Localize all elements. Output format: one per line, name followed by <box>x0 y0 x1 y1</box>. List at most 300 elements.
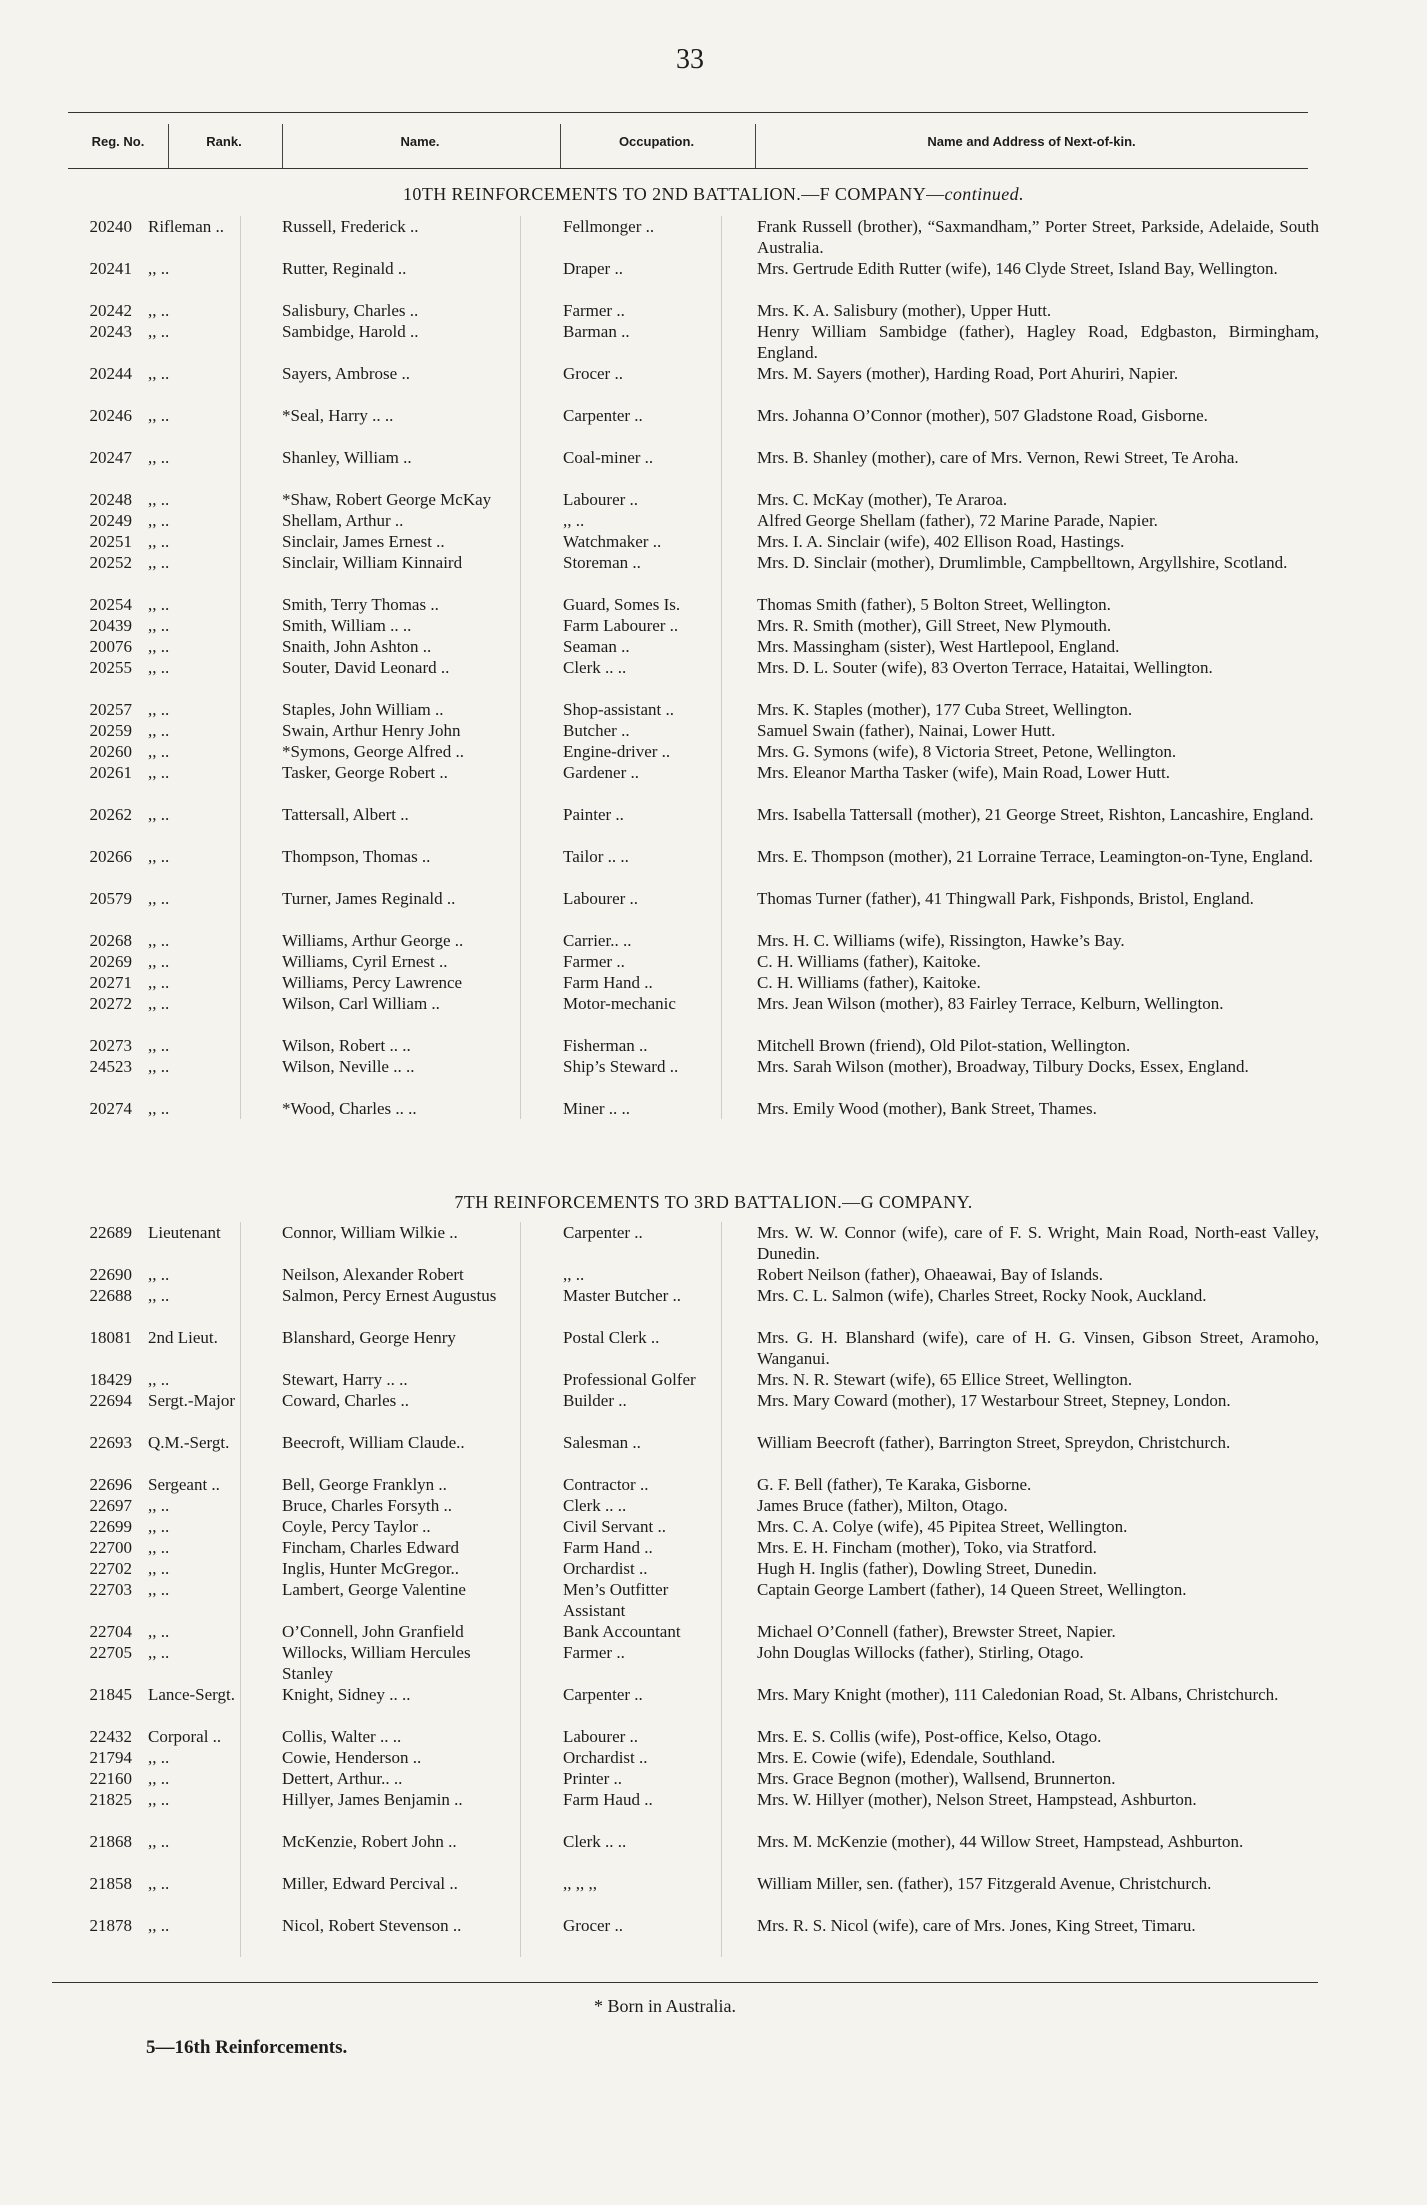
table-row <box>0 636 1427 657</box>
occupation-cell: Contractor .. <box>563 1475 649 1494</box>
reg-number: 22696 <box>89 1475 132 1494</box>
table-row <box>0 951 1427 972</box>
next-of-kin-cell: Frank Russell (brother), “Saxmandham,” Porter Street, Parkside, Adelaide, South Australia. <box>757 217 1319 257</box>
rank-cell: ,, .. <box>148 1874 170 1893</box>
occupation-cell: Bank Accountant <box>563 1622 681 1641</box>
table-row <box>0 1558 1427 1579</box>
table-row <box>0 1495 1427 1516</box>
reg-number: 21858 <box>89 1874 132 1893</box>
section-title-g-company <box>0 1192 1427 1213</box>
table-row <box>0 510 1427 531</box>
reg-number: 20274 <box>89 1099 132 1118</box>
next-of-kin-cell: G. F. Bell (father), Te Karaka, Gisborne. <box>757 1475 1032 1494</box>
rank-cell: ,, .. <box>148 1769 170 1788</box>
occupation-cell: Grocer .. <box>563 364 623 383</box>
rank-cell: Q.M.-Sergt. <box>148 1433 230 1452</box>
occupation-cell: Orchardist .. <box>563 1559 648 1578</box>
reg-number: 20260 <box>89 742 132 761</box>
table-row <box>0 1285 1427 1327</box>
rank-cell: ,, .. <box>148 1916 170 1935</box>
occupation-cell: Farmer .. <box>563 1643 625 1662</box>
name-cell: Smith, Terry Thomas .. <box>282 595 439 614</box>
name-cell: Knight, Sidney .. .. <box>282 1685 411 1704</box>
next-of-kin-cell: Thomas Turner (father), 41 Thingwall Park, Fishponds, Bristol, England. <box>757 889 1254 908</box>
header-name: Name. <box>400 134 440 149</box>
header-divider <box>755 124 756 168</box>
rank-cell: ,, .. <box>148 259 170 278</box>
occupation-cell: Salesman .. <box>563 1433 641 1452</box>
table-row <box>0 1369 1427 1390</box>
next-of-kin-cell: Mrs. Massingham (sister), West Hartlepool, England. <box>757 637 1120 656</box>
next-of-kin-cell: Mrs. Eleanor Martha Tasker (wife), Main Road, Lower Hutt. <box>757 763 1170 782</box>
rank-cell: ,, .. <box>148 847 170 866</box>
column-divider <box>520 216 521 1119</box>
table-row <box>0 1327 1427 1369</box>
occupation-cell: Fisherman .. <box>563 1036 648 1055</box>
occupation-cell: Shop-assistant .. <box>563 700 674 719</box>
name-cell: *Wood, Charles .. .. <box>282 1099 417 1118</box>
name-cell: Lambert, George Valentine <box>282 1580 466 1599</box>
rank-cell: Lieutenant <box>148 1223 221 1242</box>
next-of-kin-cell: Mrs. G. Symons (wife), 8 Victoria Street, Petone, Wellington. <box>757 742 1177 761</box>
reg-number: 22700 <box>89 1538 132 1557</box>
name-cell: Willocks, William Hercules Stanley <box>282 1643 471 1683</box>
next-of-kin-cell: C. H. Williams (father), Kaitoke. <box>757 952 981 971</box>
rank-cell: ,, .. <box>148 952 170 971</box>
occupation-cell: Civil Servant .. <box>563 1517 666 1536</box>
rank-cell: ,, .. <box>148 532 170 551</box>
next-of-kin-cell: Mrs. Grace Begnon (mother), Wallsend, Brunnerton. <box>757 1769 1116 1788</box>
reg-number: 20247 <box>89 448 132 467</box>
rank-cell: ,, .. <box>148 1832 170 1851</box>
name-cell: Bruce, Charles Forsyth .. <box>282 1496 452 1515</box>
reg-number: 21878 <box>89 1916 132 1935</box>
name-cell: *Shaw, Robert George McKay <box>282 490 492 509</box>
occupation-cell: Clerk .. .. <box>563 1832 627 1851</box>
rank-cell: Sergt.-Major <box>148 1391 236 1410</box>
header-rank: Rank. <box>206 134 242 149</box>
name-cell: Dettert, Arthur.. .. <box>282 1769 403 1788</box>
table-row <box>0 762 1427 804</box>
name-cell: Collis, Walter .. .. <box>282 1727 402 1746</box>
next-of-kin-cell: Mrs. D. L. Souter (wife), 83 Overton Terrace, Hataitai, Wellington. <box>757 658 1213 677</box>
table-row <box>0 804 1427 846</box>
reg-number: 20272 <box>89 994 132 1013</box>
occupation-cell: Butcher .. <box>563 721 630 740</box>
table-row <box>0 972 1427 993</box>
next-of-kin-cell: Mrs. Jean Wilson (mother), 83 Fairley Terrace, Kelburn, Wellington. <box>757 994 1224 1013</box>
name-cell: Wilson, Neville .. .. <box>282 1057 415 1076</box>
header-divider <box>168 124 169 168</box>
header-divider <box>560 124 561 168</box>
name-cell: Turner, James Reginald .. <box>282 889 456 908</box>
reg-number: 20248 <box>89 490 132 509</box>
table-row <box>0 699 1427 720</box>
occupation-cell: Fellmonger .. <box>563 217 655 236</box>
occupation-cell: Storeman .. <box>563 553 641 572</box>
reg-number: 20244 <box>89 364 132 383</box>
occupation-cell: Farmer .. <box>563 952 625 971</box>
name-cell: Williams, Arthur George .. <box>282 931 464 950</box>
reg-number: 20271 <box>89 973 132 992</box>
next-of-kin-cell: Mrs. Sarah Wilson (mother), Broadway, Tilbury Docks, Essex, England. <box>757 1057 1249 1076</box>
next-of-kin-cell: Mrs. M. McKenzie (mother), 44 Willow Street, Hampstead, Ashburton. <box>757 1832 1244 1851</box>
reg-number: 20266 <box>89 847 132 866</box>
reg-number: 21794 <box>89 1748 132 1767</box>
table-row <box>0 1537 1427 1558</box>
table-row <box>0 1915 1427 1957</box>
reg-number: 20261 <box>89 763 132 782</box>
reg-number: 20246 <box>89 406 132 425</box>
rank-cell: ,, .. <box>148 700 170 719</box>
column-divider <box>721 216 722 1119</box>
table-row <box>0 1579 1427 1621</box>
rank-cell: ,, .. <box>148 1099 170 1118</box>
table-row <box>0 720 1427 741</box>
rank-cell: ,, .. <box>148 448 170 467</box>
occupation-cell: Seaman .. <box>563 637 630 656</box>
rank-cell: ,, .. <box>148 301 170 320</box>
name-cell: Fincham, Charles Edward <box>282 1538 460 1557</box>
occupation-cell: Farmer .. <box>563 301 625 320</box>
table-row <box>0 888 1427 930</box>
next-of-kin-cell: Mrs. N. R. Stewart (wife), 65 Ellice Street, Wellington. <box>757 1370 1133 1389</box>
name-cell: Wilson, Robert .. .. <box>282 1036 411 1055</box>
rank-cell: ,, .. <box>148 364 170 383</box>
name-cell: Souter, David Leonard .. <box>282 658 450 677</box>
reg-number: 22689 <box>89 1223 132 1242</box>
rank-cell: ,, .. <box>148 1622 170 1641</box>
occupation-cell: Labourer .. <box>563 490 639 509</box>
next-of-kin-cell: Mrs. R. Smith (mother), Gill Street, New Plymouth. <box>757 616 1112 635</box>
footer-rule <box>52 1982 1318 1983</box>
reg-number: 24523 <box>89 1057 132 1076</box>
table-row <box>0 1474 1427 1495</box>
occupation-cell: Miner .. .. <box>563 1099 631 1118</box>
table-row <box>0 405 1427 447</box>
occupation-cell: Clerk .. .. <box>563 658 627 677</box>
reg-number: 20076 <box>89 637 132 656</box>
table-row <box>0 1873 1427 1915</box>
name-cell: Salisbury, Charles .. <box>282 301 419 320</box>
page-signature: 5—16th Reinforcements. <box>146 2037 348 2058</box>
occupation-cell: Orchardist .. <box>563 1748 648 1767</box>
reg-number: 22703 <box>89 1580 132 1599</box>
name-cell: Stewart, Harry .. .. <box>282 1370 408 1389</box>
reg-number: 20259 <box>89 721 132 740</box>
name-cell: Miller, Edward Percival .. <box>282 1874 458 1893</box>
table-row <box>0 1056 1427 1098</box>
next-of-kin-cell: Mrs. H. C. Williams (wife), Rissington, Hawke’s Bay. <box>757 931 1125 950</box>
table-row <box>0 300 1427 321</box>
table-row <box>0 552 1427 594</box>
reg-number: 20439 <box>89 616 132 635</box>
occupation-cell: Gardener .. <box>563 763 639 782</box>
section-table-f-company <box>0 216 1427 1119</box>
reg-number: 22697 <box>89 1496 132 1515</box>
next-of-kin-cell: Mrs. E. Cowie (wife), Edendale, Southland. <box>757 1748 1056 1767</box>
next-of-kin-cell: Captain George Lambert (father), 14 Queen Street, Wellington. <box>757 1580 1187 1599</box>
next-of-kin-cell: Mrs. E. S. Collis (wife), Post-office, Kelso, Otago. <box>757 1727 1102 1746</box>
table-row <box>0 1642 1427 1684</box>
name-cell: O’Connell, John Granfield <box>282 1622 464 1641</box>
header-occupation: Occupation. <box>618 134 695 149</box>
reg-number: 20249 <box>89 511 132 530</box>
reg-number: 21825 <box>89 1790 132 1809</box>
occupation-cell: Carpenter .. <box>563 1685 643 1704</box>
occupation-cell: Motor-mechanic <box>563 994 676 1013</box>
rank-cell: ,, .. <box>148 322 170 341</box>
reg-number: 20579 <box>89 889 132 908</box>
reg-number: 20257 <box>89 700 132 719</box>
occupation-cell: Carpenter .. <box>563 1223 643 1242</box>
header-bottom-rule <box>68 168 1308 169</box>
next-of-kin-cell: Mrs. E. Thompson (mother), 21 Lorraine Terrace, Leamington-on-Tyne, England. <box>757 847 1313 866</box>
next-of-kin-cell: William Beecroft (father), Barrington Street, Spreydon, Christchurch. <box>757 1433 1231 1452</box>
next-of-kin-cell: William Miller, sen. (father), 157 Fitzgerald Avenue, Christchurch. <box>757 1874 1212 1893</box>
table-row <box>0 489 1427 510</box>
reg-number: 20251 <box>89 532 132 551</box>
name-cell: Sinclair, James Ernest .. <box>282 532 445 551</box>
next-of-kin-cell: Mrs. K. Staples (mother), 177 Cuba Street, Wellington. <box>757 700 1133 719</box>
table-row <box>0 1726 1427 1747</box>
table-row <box>0 531 1427 552</box>
rank-cell: ,, .. <box>148 406 170 425</box>
table-row <box>0 258 1427 300</box>
name-cell: Staples, John William .. <box>282 700 444 719</box>
rank-cell: ,, .. <box>148 1790 170 1809</box>
column-divider <box>520 1222 521 1957</box>
next-of-kin-cell: Mrs. C. L. Salmon (wife), Charles Street, Rocky Nook, Auckland. <box>757 1286 1207 1305</box>
rank-cell: ,, .. <box>148 1580 170 1599</box>
rank-cell: Rifleman .. <box>148 217 225 236</box>
rank-cell: ,, .. <box>148 721 170 740</box>
occupation-cell: Labourer .. <box>563 1727 639 1746</box>
table-row <box>0 1621 1427 1642</box>
table-row <box>0 846 1427 888</box>
name-cell: Sinclair, William Kinnaird <box>282 553 463 572</box>
name-cell: Nicol, Robert Stevenson .. <box>282 1916 462 1935</box>
next-of-kin-cell: Mrs. W. Hillyer (mother), Nelson Street, Hampstead, Ashburton. <box>757 1790 1197 1809</box>
table-row <box>0 1222 1427 1264</box>
name-cell: Thompson, Thomas .. <box>282 847 431 866</box>
reg-number: 22432 <box>89 1727 132 1746</box>
rank-cell: ,, .. <box>148 1286 170 1305</box>
table-row <box>0 1789 1427 1831</box>
header-divider <box>282 124 283 168</box>
column-divider <box>240 216 241 1119</box>
name-cell: Smith, William .. .. <box>282 616 412 635</box>
name-cell: Williams, Percy Lawrence <box>282 973 463 992</box>
rank-cell: ,, .. <box>148 1559 170 1578</box>
section-title-text: 7TH REINFORCEMENTS TO 3RD BATTALION.—G COMPANY. <box>454 1192 973 1212</box>
table-row <box>0 216 1427 258</box>
rank-cell: ,, .. <box>148 490 170 509</box>
rank-cell: ,, .. <box>148 805 170 824</box>
occupation-cell: Master Butcher .. <box>563 1286 682 1305</box>
section-title-f-company <box>0 184 1427 205</box>
next-of-kin-cell: Mrs. R. S. Nicol (wife), care of Mrs. Jones, King Street, Timaru. <box>757 1916 1196 1935</box>
section-title-text: 10TH REINFORCEMENTS TO 2ND BATTALION.—F COMPANY— <box>403 184 945 204</box>
next-of-kin-cell: Mrs. I. A. Sinclair (wife), 402 Ellison Road, Hastings. <box>757 532 1125 551</box>
next-of-kin-cell: Mrs. Emily Wood (mother), Bank Street, Thames. <box>757 1099 1097 1118</box>
occupation-cell: Ship’s Steward .. <box>563 1057 679 1076</box>
name-cell: Neilson, Alexander Robert <box>282 1265 464 1284</box>
rank-cell: ,, .. <box>148 1265 170 1284</box>
name-cell: Sambidge, Harold .. <box>282 322 419 341</box>
reg-number: 22694 <box>89 1391 132 1410</box>
table-row <box>0 930 1427 951</box>
reg-number: 22688 <box>89 1286 132 1305</box>
occupation-cell: Draper .. <box>563 259 623 278</box>
name-cell: Beecroft, William Claude.. <box>282 1433 465 1452</box>
occupation-cell: Carrier.. .. <box>563 931 632 950</box>
occupation-cell: Clerk .. .. <box>563 1496 627 1515</box>
reg-number: 22693 <box>89 1433 132 1452</box>
reg-number: 20268 <box>89 931 132 950</box>
occupation-cell: Guard, Somes Is. <box>563 595 681 614</box>
name-cell: Snaith, John Ashton .. <box>282 637 432 656</box>
table-row <box>0 447 1427 489</box>
footnote: * Born in Australia. <box>594 1996 736 2016</box>
next-of-kin-cell: Hugh H. Inglis (father), Dowling Street, Dunedin. <box>757 1559 1097 1578</box>
next-of-kin-cell: John Douglas Willocks (father), Stirling, Otago. <box>757 1643 1084 1662</box>
section-title-suffix: continued. <box>944 184 1024 204</box>
name-cell: McKenzie, Robert John .. <box>282 1832 457 1851</box>
occupation-cell: ,, .. <box>563 1265 585 1284</box>
rank-cell: ,, .. <box>148 994 170 1013</box>
table-row <box>0 1264 1427 1285</box>
occupation-cell: Watchmaker .. <box>563 532 662 551</box>
reg-number: 22160 <box>89 1769 132 1788</box>
reg-number: 20254 <box>89 595 132 614</box>
rank-cell: ,, .. <box>148 553 170 572</box>
occupation-cell: Tailor .. .. <box>563 847 629 866</box>
name-cell: Cowie, Henderson .. <box>282 1748 422 1767</box>
next-of-kin-cell: Mrs. W. W. Connor (wife), care of F. S. Wright, Main Road, North-east Valley, Dunedin. <box>757 1223 1319 1263</box>
table-row <box>0 1098 1427 1119</box>
table-row <box>0 321 1427 363</box>
rank-cell: ,, .. <box>148 1496 170 1515</box>
rank-cell: ,, .. <box>148 889 170 908</box>
rank-cell: Sergeant .. <box>148 1475 220 1494</box>
rank-cell: ,, .. <box>148 1517 170 1536</box>
table-row <box>0 615 1427 636</box>
name-cell: Tasker, George Robert .. <box>282 763 448 782</box>
name-cell: Connor, William Wilkie .. <box>282 1223 458 1242</box>
name-cell: Bell, George Franklyn .. <box>282 1475 447 1494</box>
next-of-kin-cell: Samuel Swain (father), Nainai, Lower Hutt. <box>757 721 1056 740</box>
name-cell: Russell, Frederick .. <box>282 217 419 236</box>
section-table-g-company <box>0 1222 1427 1957</box>
occupation-cell: Coal-miner .. <box>563 448 654 467</box>
occupation-cell: Labourer .. <box>563 889 639 908</box>
reg-number: 20240 <box>89 217 132 236</box>
rank-cell: ,, .. <box>148 658 170 677</box>
rank-cell: ,, .. <box>148 1643 170 1662</box>
name-cell: Coyle, Percy Taylor .. <box>282 1517 431 1536</box>
occupation-cell: Builder .. <box>563 1391 627 1410</box>
name-cell: Shellam, Arthur .. <box>282 511 404 530</box>
name-cell: Tattersall, Albert .. <box>282 805 409 824</box>
occupation-cell: Farm Labourer .. <box>563 616 679 635</box>
header-reg: Reg. No. <box>91 134 145 149</box>
occupation-cell: Farm Hand .. <box>563 973 653 992</box>
next-of-kin-cell: Mrs. Mary Knight (mother), 111 Caledonian Road, St. Albans, Christchurch. <box>757 1685 1279 1704</box>
table-row <box>0 1516 1427 1537</box>
next-of-kin-cell: Mrs. G. H. Blanshard (wife), care of H. G. Vinsen, Gibson Street, Aramoho, Wanganui. <box>757 1328 1319 1368</box>
rank-cell: ,, .. <box>148 1036 170 1055</box>
table-row <box>0 993 1427 1035</box>
name-cell: Hillyer, James Benjamin .. <box>282 1790 463 1809</box>
rank-cell: ,, .. <box>148 1538 170 1557</box>
reg-number: 18429 <box>89 1370 132 1389</box>
reg-number: 20241 <box>89 259 132 278</box>
next-of-kin-cell: Robert Neilson (father), Ohaeawai, Bay of Islands. <box>757 1265 1104 1284</box>
name-cell: Sayers, Ambrose .. <box>282 364 410 383</box>
occupation-cell: Painter .. <box>563 805 624 824</box>
page-number: 33 <box>676 44 704 75</box>
table-row <box>0 1747 1427 1768</box>
occupation-cell: ,, ,, ,, <box>563 1874 597 1893</box>
header-top-rule <box>68 112 1308 113</box>
table-row <box>0 1684 1427 1726</box>
next-of-kin-cell: Henry William Sambidge (father), Hagley Road, Edgbaston, Birmingham, England. <box>757 322 1319 362</box>
reg-number: 22702 <box>89 1559 132 1578</box>
reg-number: 20243 <box>89 322 132 341</box>
name-cell: Rutter, Reginald .. <box>282 259 407 278</box>
next-of-kin-cell: Mrs. K. A. Salisbury (mother), Upper Hutt. <box>757 301 1052 320</box>
occupation-cell: Postal Clerk .. <box>563 1328 660 1347</box>
table-row <box>0 1831 1427 1873</box>
next-of-kin-cell: Mrs. D. Sinclair (mother), Drumlimble, Campbelltown, Argyllshire, Scotland. <box>757 553 1288 572</box>
table-row <box>0 594 1427 615</box>
name-cell: Swain, Arthur Henry John <box>282 721 461 740</box>
table-row <box>0 1768 1427 1789</box>
name-cell: Coward, Charles .. <box>282 1391 410 1410</box>
rank-cell: ,, .. <box>148 1370 170 1389</box>
next-of-kin-cell: James Bruce (father), Milton, Otago. <box>757 1496 1008 1515</box>
reg-number: 21845 <box>89 1685 132 1704</box>
table-row <box>0 1390 1427 1432</box>
reg-number: 21868 <box>89 1832 132 1851</box>
rank-cell: ,, .. <box>148 763 170 782</box>
reg-number: 20242 <box>89 301 132 320</box>
rank-cell: 2nd Lieut. <box>148 1328 218 1347</box>
rank-cell: ,, .. <box>148 616 170 635</box>
next-of-kin-cell: Mrs. Gertrude Edith Rutter (wife), 146 Clyde Street, Island Bay, Wellington. <box>757 259 1278 278</box>
rank-cell: ,, .. <box>148 1057 170 1076</box>
table-row <box>0 1035 1427 1056</box>
occupation-cell: ,, .. <box>563 511 585 530</box>
name-cell: Salmon, Percy Ernest Augustus <box>282 1286 497 1305</box>
header-kin: Name and Address of Next-of-kin. <box>927 134 1136 149</box>
name-cell: *Seal, Harry .. .. <box>282 406 394 425</box>
table-row <box>0 1432 1427 1474</box>
table-row <box>0 657 1427 699</box>
reg-number: 22705 <box>89 1643 132 1662</box>
name-cell: Blanshard, George Henry <box>282 1328 456 1347</box>
rank-cell: ,, .. <box>148 1748 170 1767</box>
next-of-kin-cell: Thomas Smith (father), 5 Bolton Street, Wellington. <box>757 595 1111 614</box>
name-cell: Shanley, William .. <box>282 448 412 467</box>
table-row <box>0 741 1427 762</box>
reg-number: 20255 <box>89 658 132 677</box>
rank-cell: ,, .. <box>148 511 170 530</box>
column-divider <box>240 1222 241 1957</box>
next-of-kin-cell: Mrs. E. H. Fincham (mother), Toko, via Stratford. <box>757 1538 1097 1557</box>
reg-number: 20269 <box>89 952 132 971</box>
